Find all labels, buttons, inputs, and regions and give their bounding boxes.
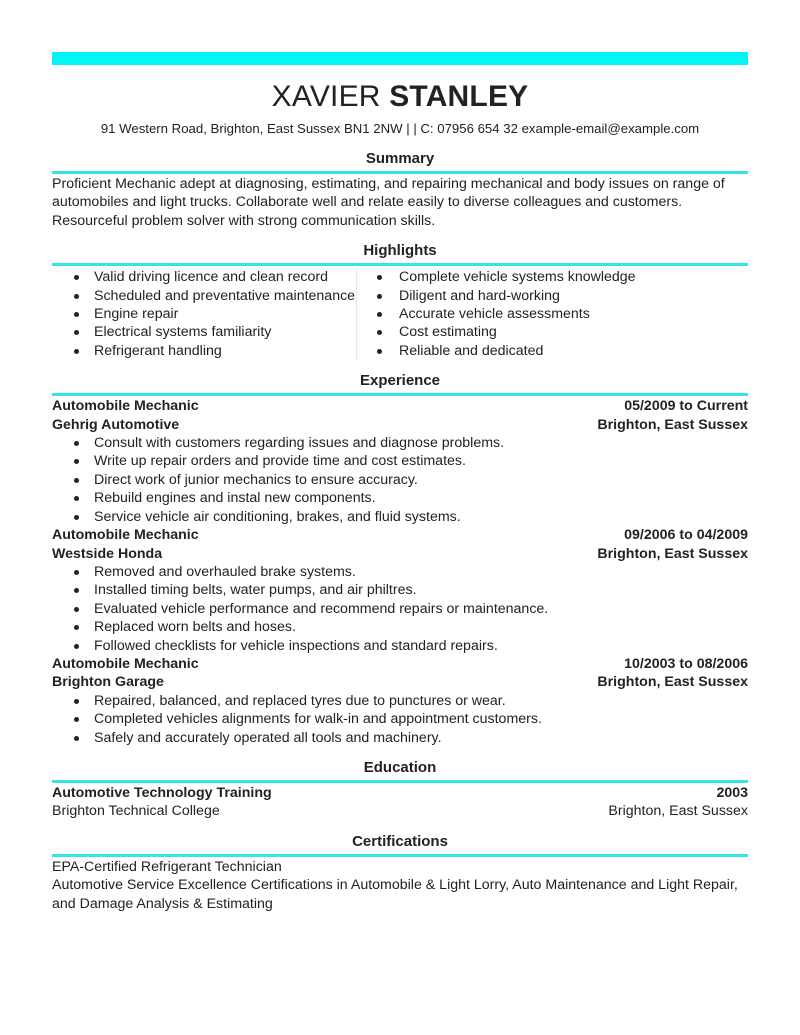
job-location: Brighton, East Sussex bbox=[597, 545, 748, 562]
bullet-icon bbox=[74, 588, 79, 593]
bullet-icon bbox=[377, 294, 382, 299]
education-degree: Automotive Technology Training bbox=[52, 784, 272, 801]
job-duty bbox=[52, 471, 748, 489]
job-header-row bbox=[52, 397, 748, 415]
duty-text: Safely and accurately operated all tools and machinery. bbox=[94, 729, 442, 746]
certification-line: Automotive Service Excellence Certifications in Automobile & Light Lorry, Auto Maintenance and Light Repair, bbox=[52, 877, 738, 894]
highlight-text: Scheduled and preventative maintenance bbox=[94, 287, 356, 304]
job-company-row bbox=[52, 545, 748, 563]
bullet-icon bbox=[74, 312, 79, 317]
experience-rule bbox=[52, 393, 748, 396]
job-duty bbox=[52, 618, 748, 636]
highlight-item bbox=[357, 287, 748, 305]
job-title: Automobile Mechanic bbox=[52, 527, 199, 544]
contact-line: 91 Western Road, Brighton, East Sussex BN1 2NW | | C: 07956 654 32 example-email@example.com bbox=[100, 121, 700, 136]
bullet-icon bbox=[74, 349, 79, 354]
job-company: Brighton Garage bbox=[52, 674, 164, 691]
duty-text: Completed vehicles alignments for walk-in and appointment customers. bbox=[94, 711, 542, 728]
bullet-icon bbox=[74, 515, 79, 520]
duty-text: Consult with customers regarding issues and diagnose problems. bbox=[94, 435, 505, 452]
bullet-icon bbox=[377, 349, 382, 354]
education-degree-row bbox=[52, 784, 748, 802]
job-entry bbox=[52, 526, 748, 655]
job-duty bbox=[52, 729, 748, 747]
duty-text: Installed timing belts, water pumps, and air philtres. bbox=[94, 582, 417, 599]
certifications-list bbox=[52, 858, 748, 913]
accent-top-bar bbox=[52, 52, 748, 65]
duty-text: Write up repair orders and provide time and cost estimates. bbox=[94, 453, 466, 470]
bullet-icon bbox=[74, 275, 79, 280]
bullet-icon bbox=[377, 312, 382, 317]
duty-text: Followed checklists for vehicle inspections and standard repairs. bbox=[94, 637, 498, 654]
job-duty bbox=[52, 600, 748, 618]
job-duty bbox=[52, 452, 748, 470]
job-company: Westside Honda bbox=[52, 545, 163, 562]
highlight-text: Diligent and hard-working bbox=[399, 287, 560, 304]
highlight-item bbox=[52, 305, 356, 323]
highlight-item bbox=[52, 342, 356, 360]
duty-text: Service vehicle air conditioning, brakes, and fluid systems. bbox=[94, 508, 461, 525]
job-duty bbox=[52, 637, 748, 655]
bullet-icon bbox=[74, 459, 79, 464]
job-location: Brighton, East Sussex bbox=[597, 416, 748, 433]
certification-line: and Damage Analysis & Estimating bbox=[52, 895, 273, 912]
duty-text: Removed and overhauled brake systems. bbox=[94, 563, 356, 580]
highlight-item bbox=[52, 323, 356, 341]
highlights-section bbox=[52, 242, 748, 360]
education-year: 2003 bbox=[716, 784, 748, 801]
job-company-row bbox=[52, 673, 748, 691]
highlight-item bbox=[357, 342, 748, 360]
bullet-icon bbox=[74, 294, 79, 299]
summary-text bbox=[52, 175, 748, 230]
highlight-item bbox=[52, 287, 356, 305]
certifications-section bbox=[52, 833, 748, 913]
highlight-item bbox=[52, 268, 356, 286]
education-rule bbox=[52, 780, 748, 783]
bullet-icon bbox=[74, 478, 79, 483]
highlight-text: Electrical systems familiarity bbox=[94, 324, 272, 341]
highlights-heading: Highlights bbox=[363, 242, 437, 260]
job-entry bbox=[52, 655, 748, 747]
highlights-rule bbox=[52, 263, 748, 266]
job-duties bbox=[52, 434, 748, 526]
job-title: Automobile Mechanic bbox=[52, 398, 199, 415]
job-entry bbox=[52, 397, 748, 526]
job-duty bbox=[52, 710, 748, 728]
job-title: Automobile Mechanic bbox=[52, 655, 199, 672]
bullet-icon bbox=[74, 441, 79, 446]
highlight-text: Valid driving licence and clean record bbox=[94, 269, 328, 286]
summary-rule bbox=[52, 171, 748, 174]
bullet-icon bbox=[74, 644, 79, 649]
job-dates: 09/2006 to 04/2009 bbox=[624, 527, 748, 544]
job-duties bbox=[52, 692, 748, 747]
resume-page bbox=[52, 52, 748, 913]
job-company: Gehrig Automotive bbox=[52, 416, 180, 433]
bullet-icon bbox=[74, 699, 79, 704]
highlight-item bbox=[357, 305, 748, 323]
job-dates: 05/2009 to Current bbox=[624, 398, 748, 415]
job-duty bbox=[52, 489, 748, 507]
summary-line: Resourceful problem solver with strong communication skills. bbox=[52, 212, 436, 229]
duty-text: Evaluated vehicle performance and recommend repairs or maintenance. bbox=[94, 600, 549, 617]
job-header-row bbox=[52, 526, 748, 544]
education-heading: Education bbox=[363, 758, 437, 776]
job-header-row bbox=[52, 655, 748, 673]
duty-text: Repaired, balanced, and replaced tyres due to punctures or wear. bbox=[94, 692, 506, 709]
bullet-icon bbox=[377, 330, 382, 335]
bullet-icon bbox=[74, 496, 79, 501]
highlight-text: Engine repair bbox=[94, 306, 179, 323]
bullet-icon bbox=[74, 570, 79, 575]
summary-heading: Summary bbox=[365, 150, 435, 167]
summary-section bbox=[52, 150, 748, 230]
highlights-columns bbox=[52, 268, 748, 360]
education-school-row bbox=[52, 802, 748, 820]
highlight-text: Cost estimating bbox=[399, 324, 497, 341]
bullet-icon bbox=[74, 736, 79, 741]
job-duty bbox=[52, 434, 748, 452]
last-name: STANLEY bbox=[389, 80, 529, 113]
bullet-icon bbox=[74, 625, 79, 630]
job-duties bbox=[52, 563, 748, 655]
certification-line: EPA-Certified Refrigerant Technician bbox=[52, 858, 282, 875]
job-company-row bbox=[52, 416, 748, 434]
bullet-icon bbox=[74, 330, 79, 335]
education-school: Brighton Technical College bbox=[52, 803, 220, 820]
highlight-item bbox=[357, 323, 748, 341]
summary-line: Proficient Mechanic adept at diagnosing, estimating, and repairing mechanical and body issues on range of bbox=[52, 176, 725, 192]
highlights-left-column bbox=[52, 268, 357, 360]
job-dates: 10/2003 to 08/2006 bbox=[624, 655, 748, 672]
highlight-item bbox=[357, 268, 748, 286]
duty-text: Rebuild engines and instal new components. bbox=[94, 490, 376, 507]
job-duty bbox=[52, 508, 748, 526]
certifications-rule bbox=[52, 854, 748, 857]
job-duty bbox=[52, 692, 748, 710]
candidate-name bbox=[52, 79, 748, 115]
bullet-icon bbox=[377, 275, 382, 280]
duty-text: Direct work of junior mechanics to ensure accuracy. bbox=[94, 471, 418, 488]
highlights-right-column bbox=[357, 268, 748, 360]
bullet-icon bbox=[74, 717, 79, 722]
highlight-text: Complete vehicle systems knowledge bbox=[399, 269, 636, 286]
duty-text: Replaced worn belts and hoses. bbox=[94, 619, 296, 636]
highlight-text: Refrigerant handling bbox=[94, 342, 222, 359]
highlight-text: Accurate vehicle assessments bbox=[399, 306, 590, 323]
highlight-text: Reliable and dedicated bbox=[399, 342, 544, 359]
bullet-icon bbox=[74, 607, 79, 612]
experience-section bbox=[52, 372, 748, 747]
first-name: XAVIER bbox=[271, 80, 381, 113]
education-section bbox=[52, 759, 748, 821]
job-duty bbox=[52, 563, 748, 581]
job-duty bbox=[52, 581, 748, 599]
job-location: Brighton, East Sussex bbox=[597, 674, 748, 691]
certifications-heading: Certifications bbox=[352, 832, 448, 850]
education-location: Brighton, East Sussex bbox=[608, 803, 748, 820]
experience-heading: Experience bbox=[359, 372, 441, 390]
summary-line: automobiles and light trucks. Collaborate well and relate easily to diverse colleagues and customers. bbox=[52, 194, 683, 211]
